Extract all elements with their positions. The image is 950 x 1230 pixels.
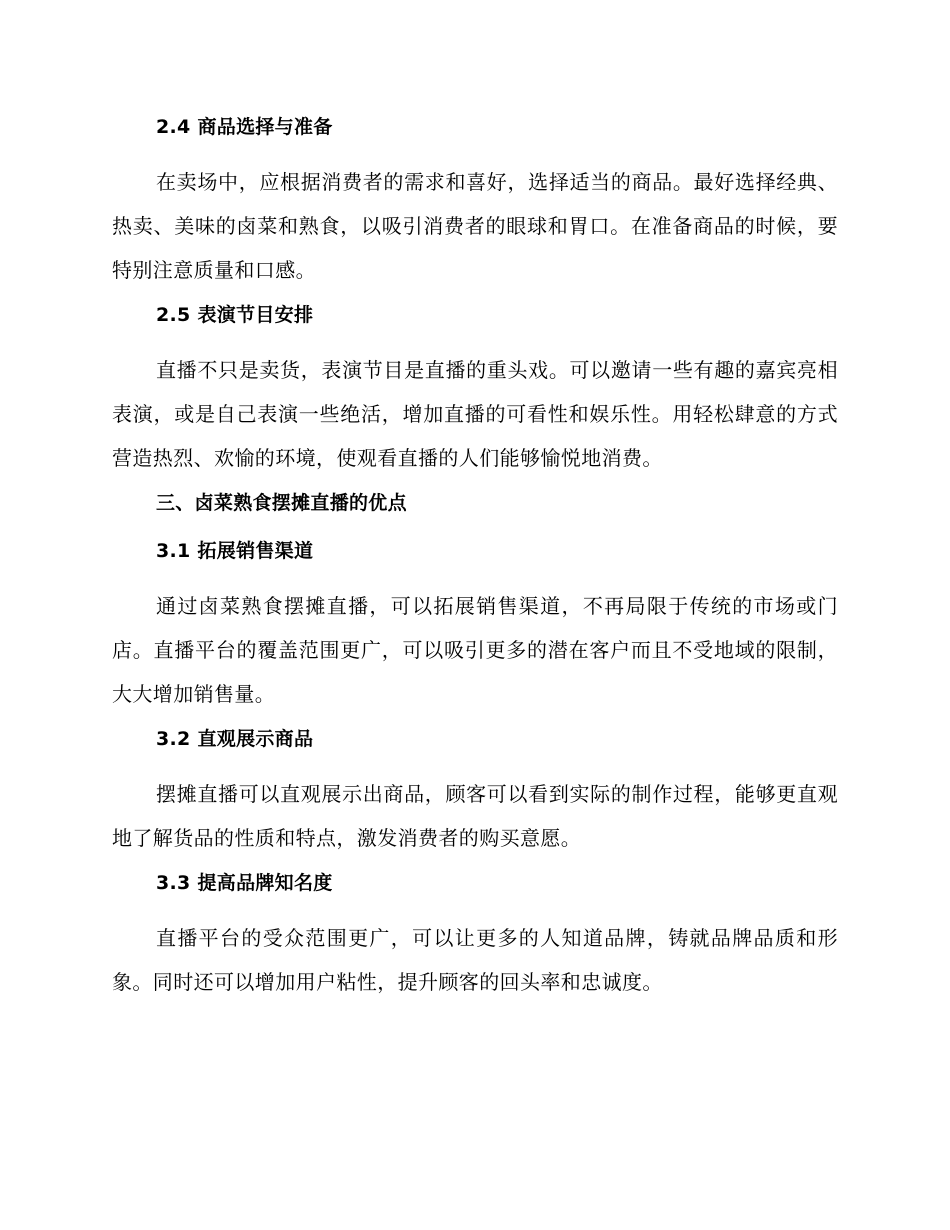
section-heading-3-1: 3.1 拓展销售渠道	[156, 540, 314, 562]
paragraph-performance: 直播不只是卖货，表演节目是直播的重头戏。可以邀请一些有趣的嘉宾亮相表演，或是自己表演一些绝活，增加直播的可看性和娱乐性。用轻松肆意的方式营造热烈、欢愉的环境，使观看直播的人们能够愉悦地消费。	[112, 358, 838, 470]
section-heading-2-5: 2.5 表演节目安排	[156, 304, 314, 326]
paragraph-product-selection: 在卖场中，应根据消费者的需求和喜好，选择适当的商品。最好选择经典、热卖、美味的卤菜和熟食，以吸引消费者的眼球和胃口。在准备商品的时候，要特别注意质量和口感。	[112, 170, 838, 282]
section-heading-3-3: 3.3 提高品牌知名度	[156, 872, 333, 894]
paragraph-brand-awareness: 直播平台的受众范围更广，可以让更多的人知道品牌，铸就品牌品质和形象。同时还可以增加用户粘性，提升顾客的回头率和忠诚度。	[112, 926, 838, 994]
section-heading-2-4: 2.4 商品选择与准备	[156, 116, 333, 138]
paragraph-product-display: 摆摊直播可以直观展示出商品，顾客可以看到实际的制作过程，能够更直观地了解货品的性质和特点，激发消费者的购买意愿。	[112, 782, 838, 850]
chapter-heading-3: 三、卤菜熟食摆摊直播的优点	[156, 492, 407, 514]
section-heading-3-2: 3.2 直观展示商品	[156, 728, 314, 750]
paragraph-sales-channels: 通过卤菜熟食摆摊直播，可以拓展销售渠道，不再局限于传统的市场或门店。直播平台的覆盖范围更广，可以吸引更多的潜在客户而且不受地域的限制，大大增加销售量。	[112, 594, 838, 706]
